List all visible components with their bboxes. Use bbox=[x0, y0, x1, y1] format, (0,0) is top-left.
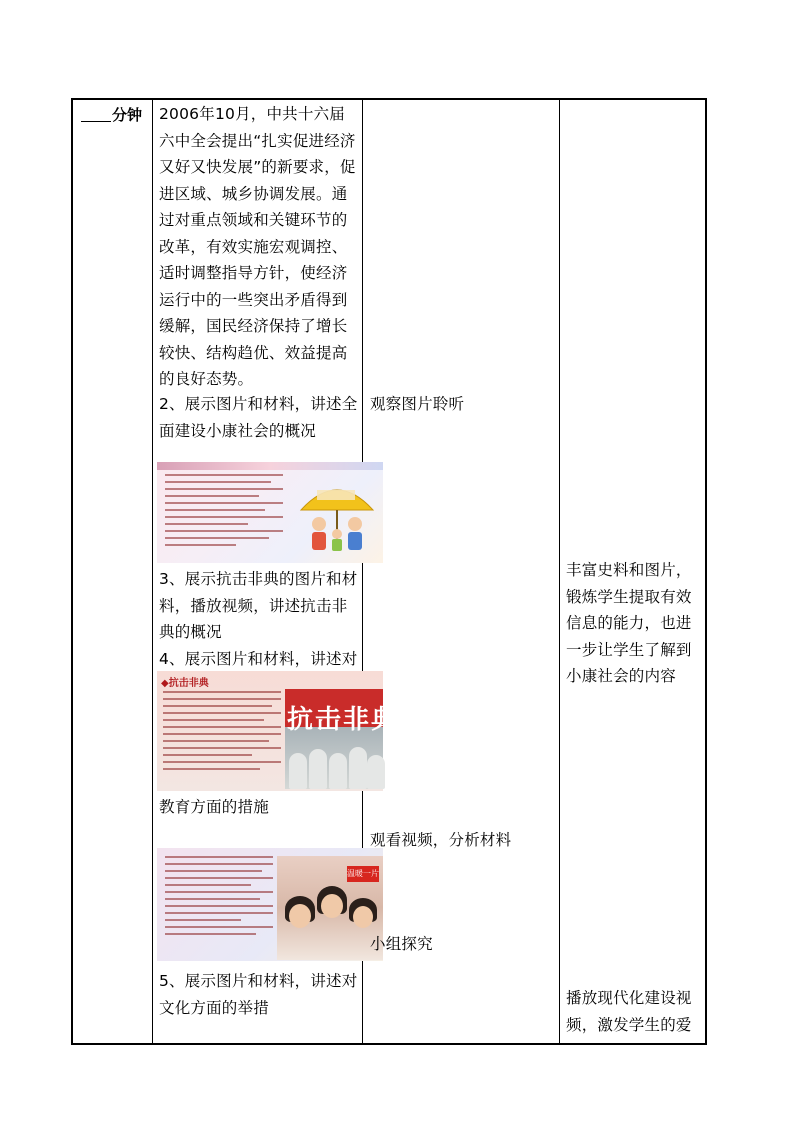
design-intent-2: 播放现代化建设视频，激发学生的爱 bbox=[566, 989, 692, 1034]
umbrella-illustration-icon bbox=[297, 476, 377, 560]
activity-item-2: 2、展示图片和材料，讲述全面建设小康社会的概况 bbox=[159, 395, 358, 440]
students-photo: 温暖一片 bbox=[277, 856, 383, 960]
student-watch: 观看视频，分析材料 bbox=[370, 831, 512, 849]
column-divider-1 bbox=[152, 100, 153, 1043]
sars-photo: 抗击非典 bbox=[285, 689, 383, 789]
student-group: 小组探究 bbox=[370, 935, 433, 953]
design-intent-1: 丰富史料和图片，锻炼学生提取有效信息的能力，也进一步让学生了解到小康社会的内容 bbox=[566, 561, 692, 685]
activity-item-4: 4、展示图片和材料，讲述对 bbox=[159, 650, 358, 668]
student-observe: 观察图片聆听 bbox=[370, 395, 465, 413]
social-security-slide-image bbox=[157, 462, 383, 563]
column-divider-3 bbox=[559, 100, 560, 1043]
sars-slide-image bbox=[157, 671, 400, 791]
time-blank bbox=[81, 105, 111, 122]
activity-item-3: 3、展示抗击非典的图片和材料，播放视频，讲述抗击非典的概况 bbox=[159, 570, 358, 641]
activity-item-5: 5、展示图片和材料，讲述对文化方面的举措 bbox=[159, 972, 358, 1017]
lesson-plan-table bbox=[71, 98, 707, 1045]
time-allocation: 分钟 bbox=[81, 104, 142, 126]
activity-item-4-continued: 教育方面的措施 bbox=[159, 798, 269, 816]
sars-slide-title: ◆抗击非典 bbox=[161, 678, 209, 689]
education-slide-image bbox=[157, 848, 383, 961]
context-paragraph: 2006年10月，中共十六届六中全会提出“扎实促进经济又好又快发展”的新要求，促进区域、城乡协调发展。通过对重点领域和关键环节的改革，有效实施宏观调控、适时调整指导方针，使经济运行中的一些突出矛盾得到缓解，国民经济保持了增长较快、结构趋优、效益提高的良好态势。 bbox=[159, 105, 356, 388]
